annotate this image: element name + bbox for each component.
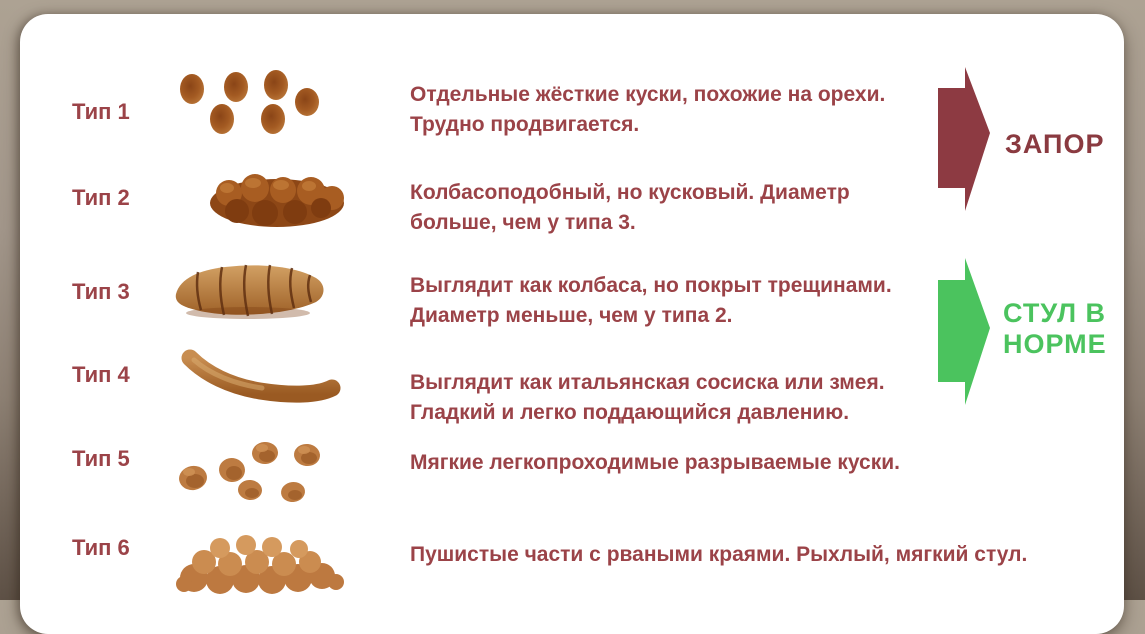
type-label-5: Тип 5: [72, 446, 130, 471]
type-label-1: Тип 1: [72, 99, 130, 124]
type-description-1: Отдельные жёсткие куски, похожие на орехи. Трудно продвигается.: [410, 83, 886, 136]
chart-card: [20, 14, 1124, 634]
constipation-arrow-icon: [936, 65, 992, 213]
type-label-3: Тип 3: [72, 279, 130, 304]
type-label-6: Тип 6: [72, 535, 130, 560]
type-description-3: Выглядит как колбаса, но покрыт трещинами. Диаметр меньше, чем у типа 2.: [410, 274, 892, 327]
stool-illustration-type-2: [205, 165, 350, 231]
constipation-label: ЗАПОР: [1005, 129, 1105, 159]
type-description-6: Пушистые части с рваными краями. Рыхлый, мягкий стул.: [410, 543, 1028, 566]
normal-stool-label: СТУЛ В НОРМЕ: [1003, 298, 1107, 359]
stool-illustration-type-5: [178, 432, 326, 510]
type-label-2: Тип 2: [72, 185, 130, 210]
type-description-5: Мягкие легкопроходимые разрываемые куски.: [410, 451, 900, 474]
stool-illustration-type-4: [178, 348, 343, 410]
stool-illustration-type-1: [175, 62, 345, 142]
type-description-4: Выглядит как итальянская сосиска или змея. Гладкий и легко поддающийся давлению.: [410, 371, 885, 424]
stool-illustration-type-3: [170, 258, 330, 322]
stool-illustration-type-6: [172, 524, 347, 600]
type-description-2: Колбасоподобный, но кусковый. Диаметр больше, чем у типа 3.: [410, 181, 850, 234]
normal-stool-arrow-icon: [936, 255, 992, 407]
type-label-4: Тип 4: [72, 362, 130, 387]
